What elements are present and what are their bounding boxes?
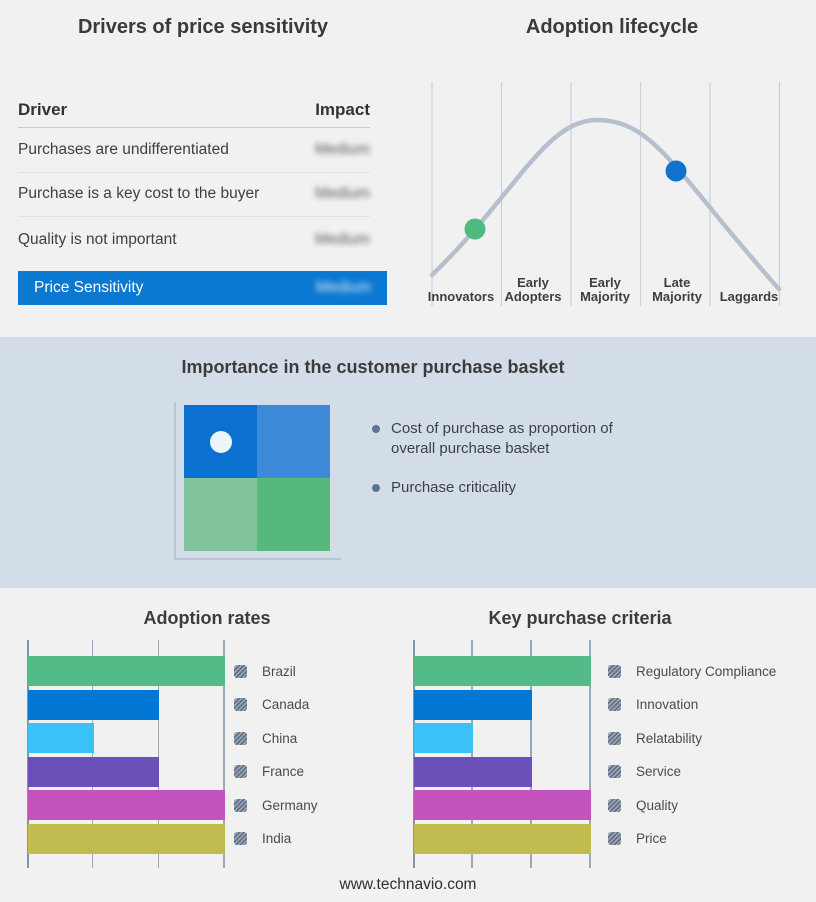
bar-innovation xyxy=(414,690,532,720)
bar-china xyxy=(28,723,94,753)
stage-label: Late Majority xyxy=(652,274,702,305)
hatched-swatch-icon xyxy=(608,765,621,778)
quadrant-bottom-left xyxy=(184,478,257,551)
adoption-rates-plot xyxy=(27,640,224,868)
bar-regulatory-compliance xyxy=(414,656,591,686)
legend-label: Service xyxy=(636,764,682,779)
driver-cell: Purchase is a key cost to the buyer xyxy=(18,185,260,202)
lifecycle-stage-labels xyxy=(425,248,785,305)
stage-label: Early Adopters xyxy=(504,274,562,305)
legend-item xyxy=(608,696,698,714)
bar-india xyxy=(28,824,225,854)
legend-label: India xyxy=(262,831,292,846)
quadrant-y-axis xyxy=(174,402,176,559)
bullet-dot-icon xyxy=(372,484,380,492)
lifecycle-panel-title: Adoption lifecycle xyxy=(525,16,699,38)
legend-item xyxy=(234,763,304,781)
bullet-text: Cost of purchase as proportion of overall purchase basket xyxy=(391,420,613,457)
legend-label: Innovation xyxy=(636,697,699,712)
legend-item xyxy=(234,830,291,848)
legend-item xyxy=(608,763,681,781)
purchase-basket-band xyxy=(0,337,816,588)
legend-label: Quality xyxy=(636,797,679,813)
legend-item xyxy=(608,662,776,680)
bar-france xyxy=(28,757,159,787)
position-dot xyxy=(210,431,232,453)
drivers-panel-title: Drivers of price sensitivity xyxy=(77,16,329,38)
hatched-swatch-icon xyxy=(234,698,247,711)
late-stage-marker-dot xyxy=(666,161,687,182)
hatched-swatch-icon xyxy=(608,799,621,812)
legend-label: China xyxy=(262,730,298,746)
key-purchase-criteria-legend xyxy=(608,640,808,868)
hatched-swatch-icon xyxy=(608,832,621,845)
hatched-swatch-icon xyxy=(234,765,247,778)
quadrant-bottom-right xyxy=(257,478,330,551)
impact-cell-blurred: Medium xyxy=(314,231,370,248)
adoption-rates-title: Adoption rates xyxy=(143,608,271,628)
key-purchase-criteria-plot xyxy=(413,640,590,868)
hatched-swatch-icon xyxy=(234,732,247,745)
quadrant-top-right xyxy=(257,405,330,478)
driver-cell: Purchases are undifferentiated xyxy=(18,140,229,158)
legend-item xyxy=(234,662,296,680)
stage-label: Early Majority xyxy=(580,274,630,305)
impact-cell-blurred: Medium xyxy=(314,185,370,202)
hatched-swatch-icon xyxy=(234,799,247,812)
bar-brazil xyxy=(28,656,225,686)
legend-label: Canada xyxy=(262,697,310,712)
bar-germany xyxy=(28,790,225,820)
driver-cell: Price Sensitivity xyxy=(34,279,144,296)
hatched-swatch-icon xyxy=(608,665,621,678)
quadrant-x-axis xyxy=(174,558,341,560)
impact-column-header: Impact xyxy=(315,99,370,119)
stage-label: Innovators xyxy=(427,289,495,305)
legend-label: Price xyxy=(636,831,667,846)
legend-item xyxy=(608,729,702,747)
key-purchase-criteria-title: Key purchase criteria xyxy=(488,608,672,628)
early-stage-marker-dot xyxy=(465,219,486,240)
bar-quality xyxy=(414,790,591,820)
bullet-dot-icon xyxy=(372,425,380,433)
legend-label: France xyxy=(262,764,305,779)
hatched-swatch-icon xyxy=(608,698,621,711)
drivers-table-header xyxy=(18,92,370,128)
adoption-rates-legend xyxy=(234,640,394,868)
legend-item xyxy=(234,729,297,747)
hatched-swatch-icon xyxy=(234,832,247,845)
impact-cell-blurred: Medium xyxy=(315,279,371,296)
bullet-item xyxy=(372,419,634,458)
hatched-swatch-icon xyxy=(608,732,621,745)
impact-cell-blurred: Medium xyxy=(314,140,370,158)
bar-relatability xyxy=(414,723,473,753)
legend-label: Relatability xyxy=(636,730,703,746)
basket-panel-title: Importance in the customer purchase basket xyxy=(181,357,565,377)
importance-quadrant-matrix xyxy=(184,405,330,551)
legend-label: Brazil xyxy=(262,663,296,679)
driver-cell: Quality is not important xyxy=(18,231,177,248)
legend-item xyxy=(608,830,667,848)
quadrant-top-left xyxy=(184,405,257,478)
legend-label: Regulatory Compliance xyxy=(636,663,777,679)
table-row xyxy=(18,172,370,217)
bar-price xyxy=(414,824,591,854)
bullet-text: Purchase criticality xyxy=(391,479,517,496)
table-row xyxy=(18,127,370,173)
legend-item xyxy=(608,796,678,814)
legend-item xyxy=(234,696,309,714)
stage-label: Laggards xyxy=(719,289,779,305)
bullet-item xyxy=(372,478,634,498)
legend-label: Germany xyxy=(262,797,318,813)
price-sensitivity-highlight-row xyxy=(18,271,387,305)
table-row xyxy=(18,216,370,264)
bar-service xyxy=(414,757,532,787)
website-url: www.technavio.com xyxy=(339,876,477,893)
driver-column-header: Driver xyxy=(18,99,68,119)
legend-item xyxy=(234,796,318,814)
bar-canada xyxy=(28,690,159,720)
hatched-swatch-icon xyxy=(234,665,247,678)
